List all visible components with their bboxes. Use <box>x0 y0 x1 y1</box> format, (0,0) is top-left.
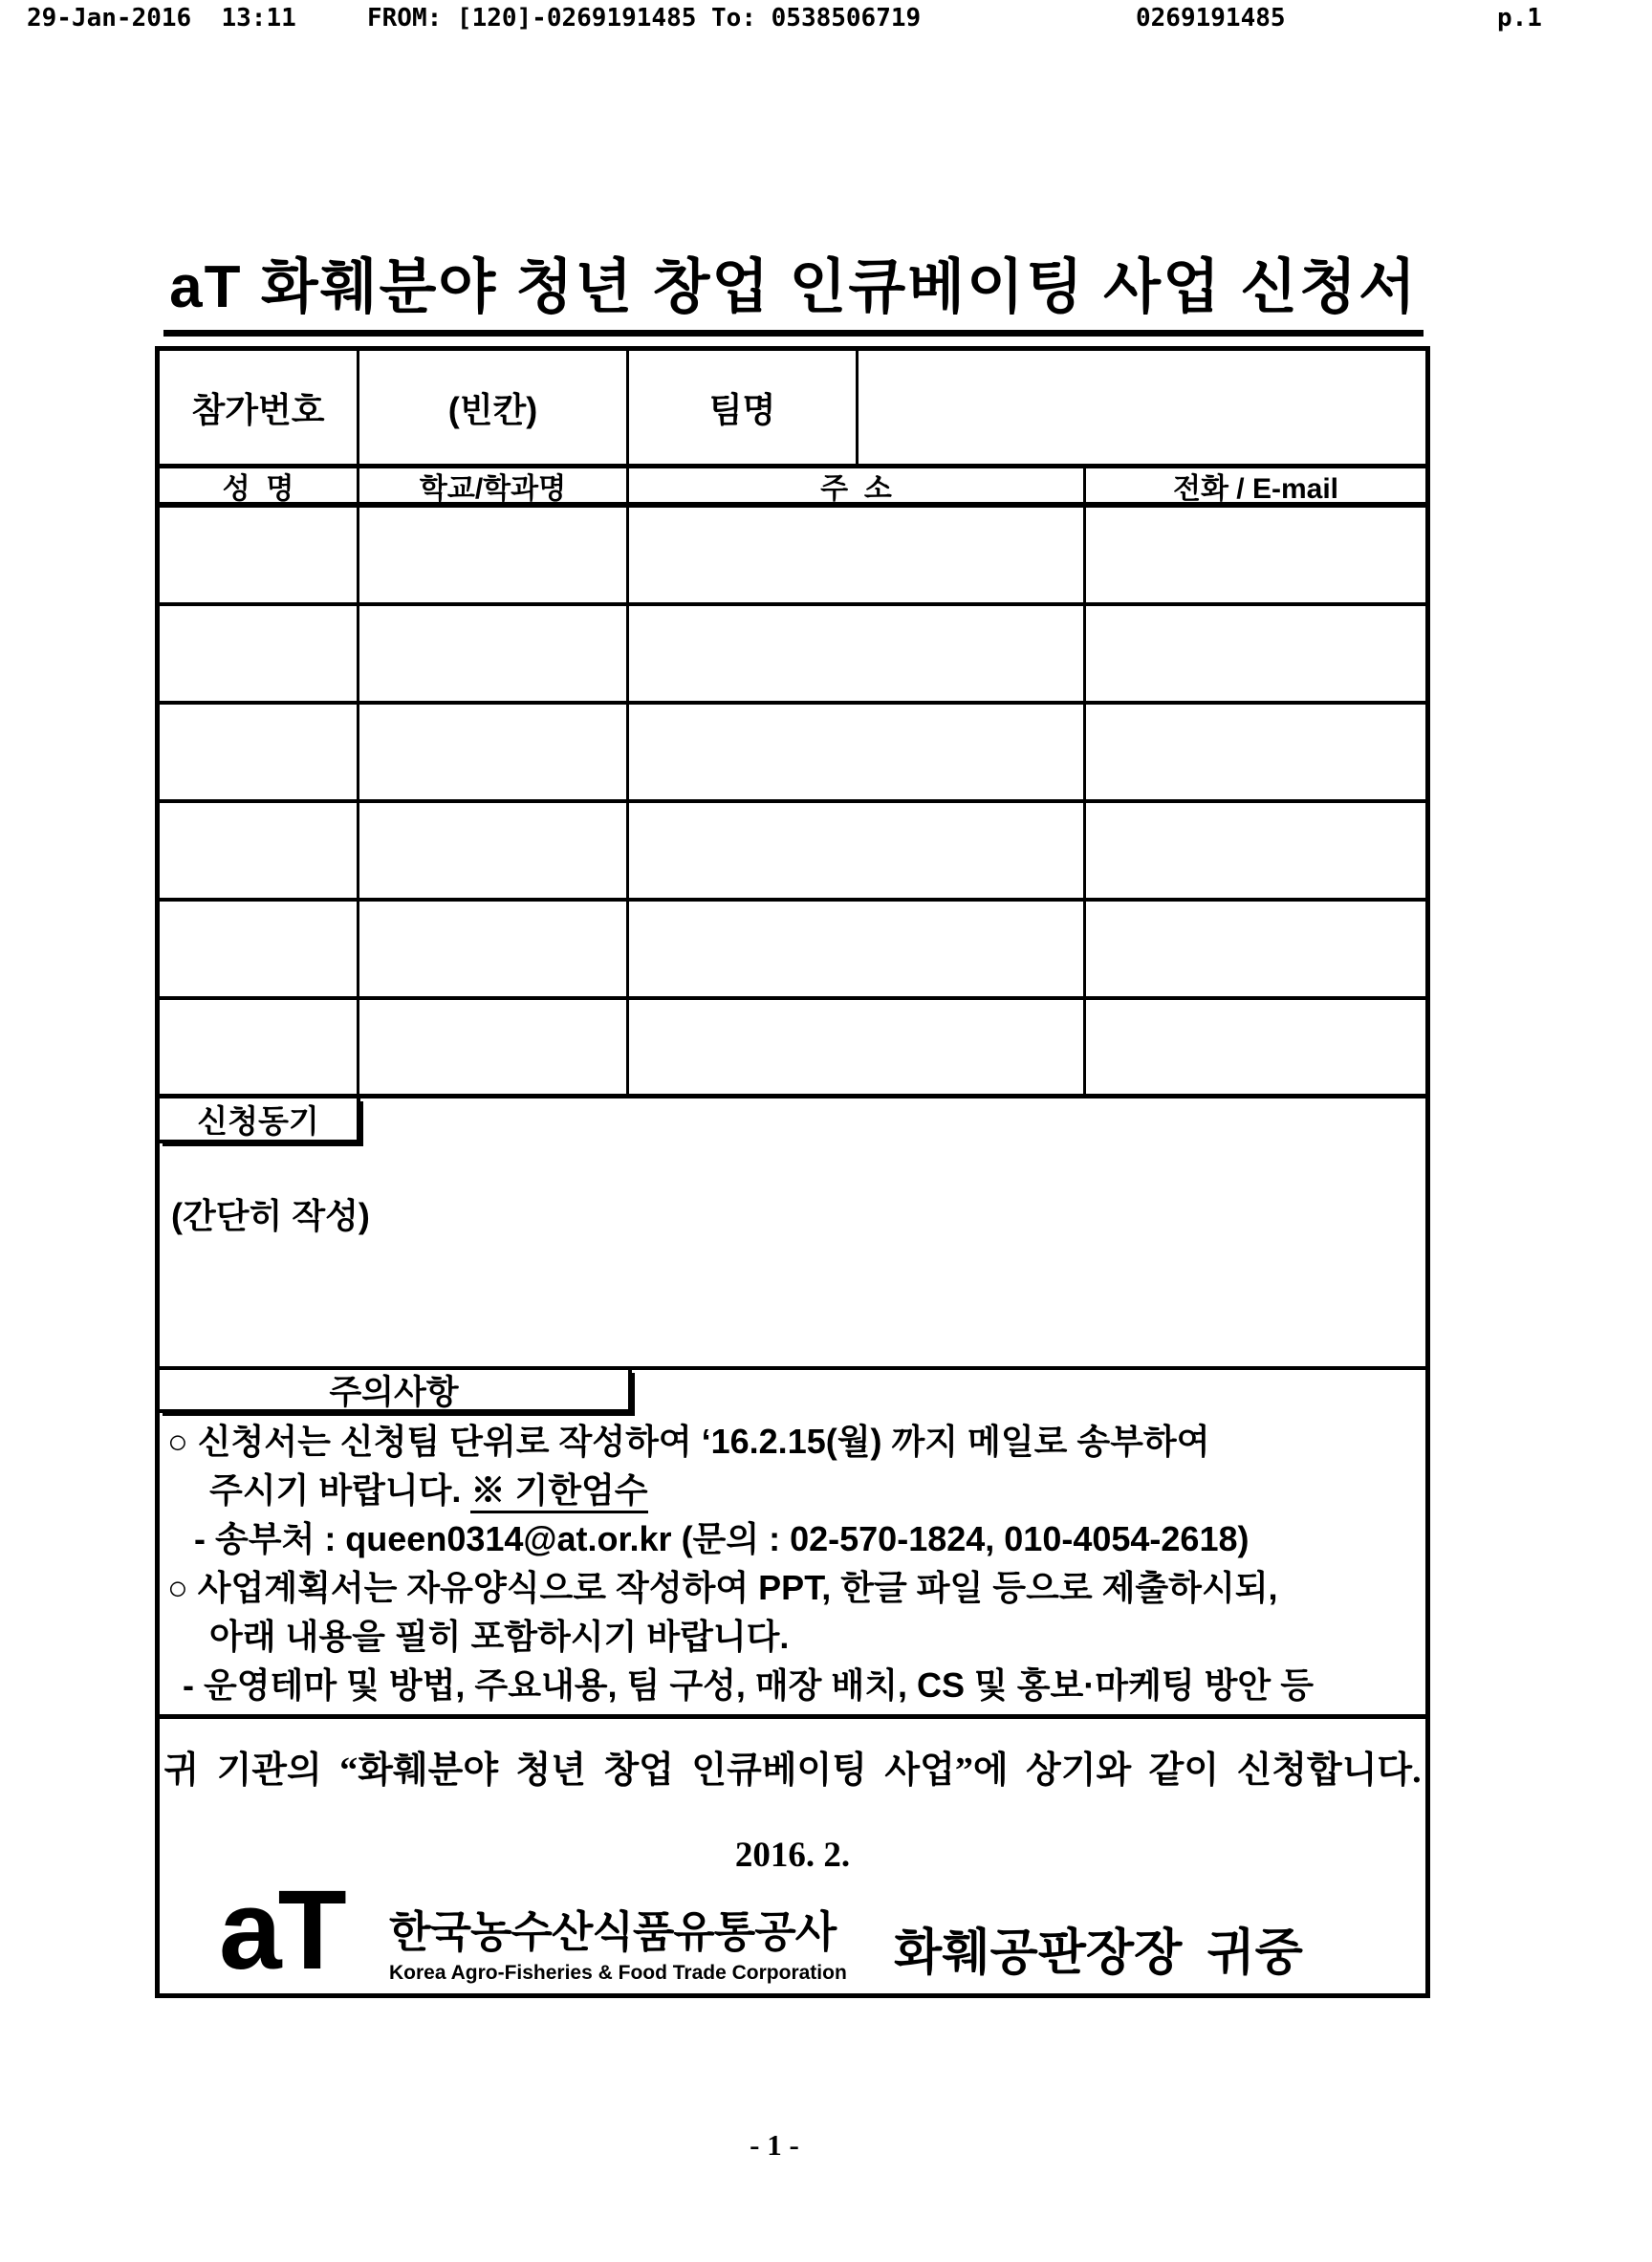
participant-row <box>160 351 1425 468</box>
fax-page-indicator: p.1 <box>1497 4 1542 33</box>
member-address-cell <box>629 1000 1086 1094</box>
member-address-cell <box>629 803 1086 898</box>
organization-name-english: Korea Agro-Fisheries & Food Trade Corporation <box>389 1962 847 1984</box>
team-name-label: 팀명 <box>629 351 859 464</box>
col-header-school: 학교/학과명 <box>359 468 629 502</box>
motivation-hint: (간단히 작성) <box>171 1196 370 1235</box>
closing-statement: 귀 기관의 “화훼분야 청년 창업 인큐베이팅 사업”에 상기와 같이 신청합니다. <box>163 1751 1422 1791</box>
notice-line-6: - 운영테마 및 방법, 주요내용, 팀 구성, 매장 배치, CS 및 홍보·마케팅 방안 등 <box>183 1665 1314 1705</box>
recipient-line: 화훼공판장장 귀중 <box>894 1926 1303 1981</box>
col-header-contact: 전화 / E-mail <box>1173 472 1338 505</box>
team-name-value-cell <box>859 351 1425 464</box>
member-address-cell <box>629 606 1086 701</box>
notice-section <box>160 1370 1425 1719</box>
member-name-cell <box>160 705 359 799</box>
member-school-cell <box>359 1000 629 1094</box>
member-name-cell <box>160 1000 359 1094</box>
document-title <box>0 239 1587 337</box>
notice-line-4: ○ 사업계획서는 자유양식으로 작성하여 PPT, 한글 파일 등으로 제출하시되, <box>167 1568 1278 1607</box>
notice-line-5: 아래 내용을 필히 포함하시기 바랍니다. <box>209 1617 790 1656</box>
member-contact-cell <box>1086 803 1425 898</box>
col-header-name: 성 명 <box>160 468 359 502</box>
member-school-cell <box>359 705 629 799</box>
participant-no-value-cell: (빈칸) <box>359 351 629 464</box>
fax-datetime: 29-Jan-2016 13:11 <box>27 4 296 33</box>
organization-name-block <box>389 1897 847 1985</box>
notice-tab <box>160 1370 632 1413</box>
motivation-tab-label: 신청동기 <box>197 1103 319 1139</box>
member-row-1 <box>160 508 1425 606</box>
member-name-cell <box>160 902 359 996</box>
member-contact-cell <box>1086 508 1425 602</box>
organization-signature-row <box>160 1867 1425 1993</box>
member-school-cell <box>359 606 629 701</box>
member-name-cell <box>160 508 359 602</box>
member-school-cell <box>359 803 629 898</box>
fax-id-number: 0269191485 <box>1136 4 1286 33</box>
fax-from-to-line: FROM: [120]-0269191485 To: 0538506719 <box>367 4 922 33</box>
member-address-cell <box>629 902 1086 996</box>
notice-line-3: - 송부처 : queen0314@at.or.kr (문의 : 02-570-1824, 010-4054-2618) <box>194 1519 1250 1558</box>
member-table-header-row <box>160 468 1425 508</box>
member-contact-cell <box>1086 705 1425 799</box>
fax-transmission-header <box>0 4 1652 36</box>
member-address-cell <box>629 508 1086 602</box>
closing-section <box>160 1719 1425 1993</box>
document-title-text: aT 화훼분야 청년 창업 인큐베이팅 사업 신청서 <box>163 239 1424 337</box>
member-contact-cell <box>1086 902 1425 996</box>
member-school-cell <box>359 902 629 996</box>
notice-line-2 <box>160 1466 1425 1514</box>
member-row-4 <box>160 803 1425 902</box>
member-address-cell <box>629 705 1086 799</box>
notice-lines <box>160 1417 1425 1709</box>
member-row-6 <box>160 1000 1425 1098</box>
notice-tab-label: 주의사항 <box>329 1373 459 1411</box>
member-row-5 <box>160 902 1425 1000</box>
member-row-3 <box>160 705 1425 803</box>
application-form-table <box>155 346 1430 1998</box>
participant-no-label: 참가번호 <box>160 351 359 464</box>
page-number-footer: - 1 - <box>750 2128 799 2162</box>
at-logo: aT <box>219 1867 343 1993</box>
notice-deadline-emphasis: ※ 기한엄수 <box>470 1470 647 1513</box>
member-name-cell <box>160 803 359 898</box>
member-contact-cell <box>1086 1000 1425 1094</box>
motivation-section <box>160 1098 1425 1370</box>
motivation-tab <box>160 1098 360 1143</box>
organization-name-korean: 한국농수산식품유통공사 <box>389 1907 837 1956</box>
member-row-2 <box>160 606 1425 705</box>
member-contact-cell <box>1086 606 1425 701</box>
col-header-address: 주 소 <box>629 468 1086 502</box>
notice-line-1: ○ 신청서는 신청팀 단위로 작성하여 ‘16.2.15(월) 까지 메일로 송부하여 <box>167 1422 1210 1461</box>
member-school-cell <box>359 508 629 602</box>
member-name-cell <box>160 606 359 701</box>
closing-date: 2016. 2. <box>734 1836 851 1875</box>
notice-line-2-text: 주시기 바랍니다. <box>209 1470 471 1510</box>
